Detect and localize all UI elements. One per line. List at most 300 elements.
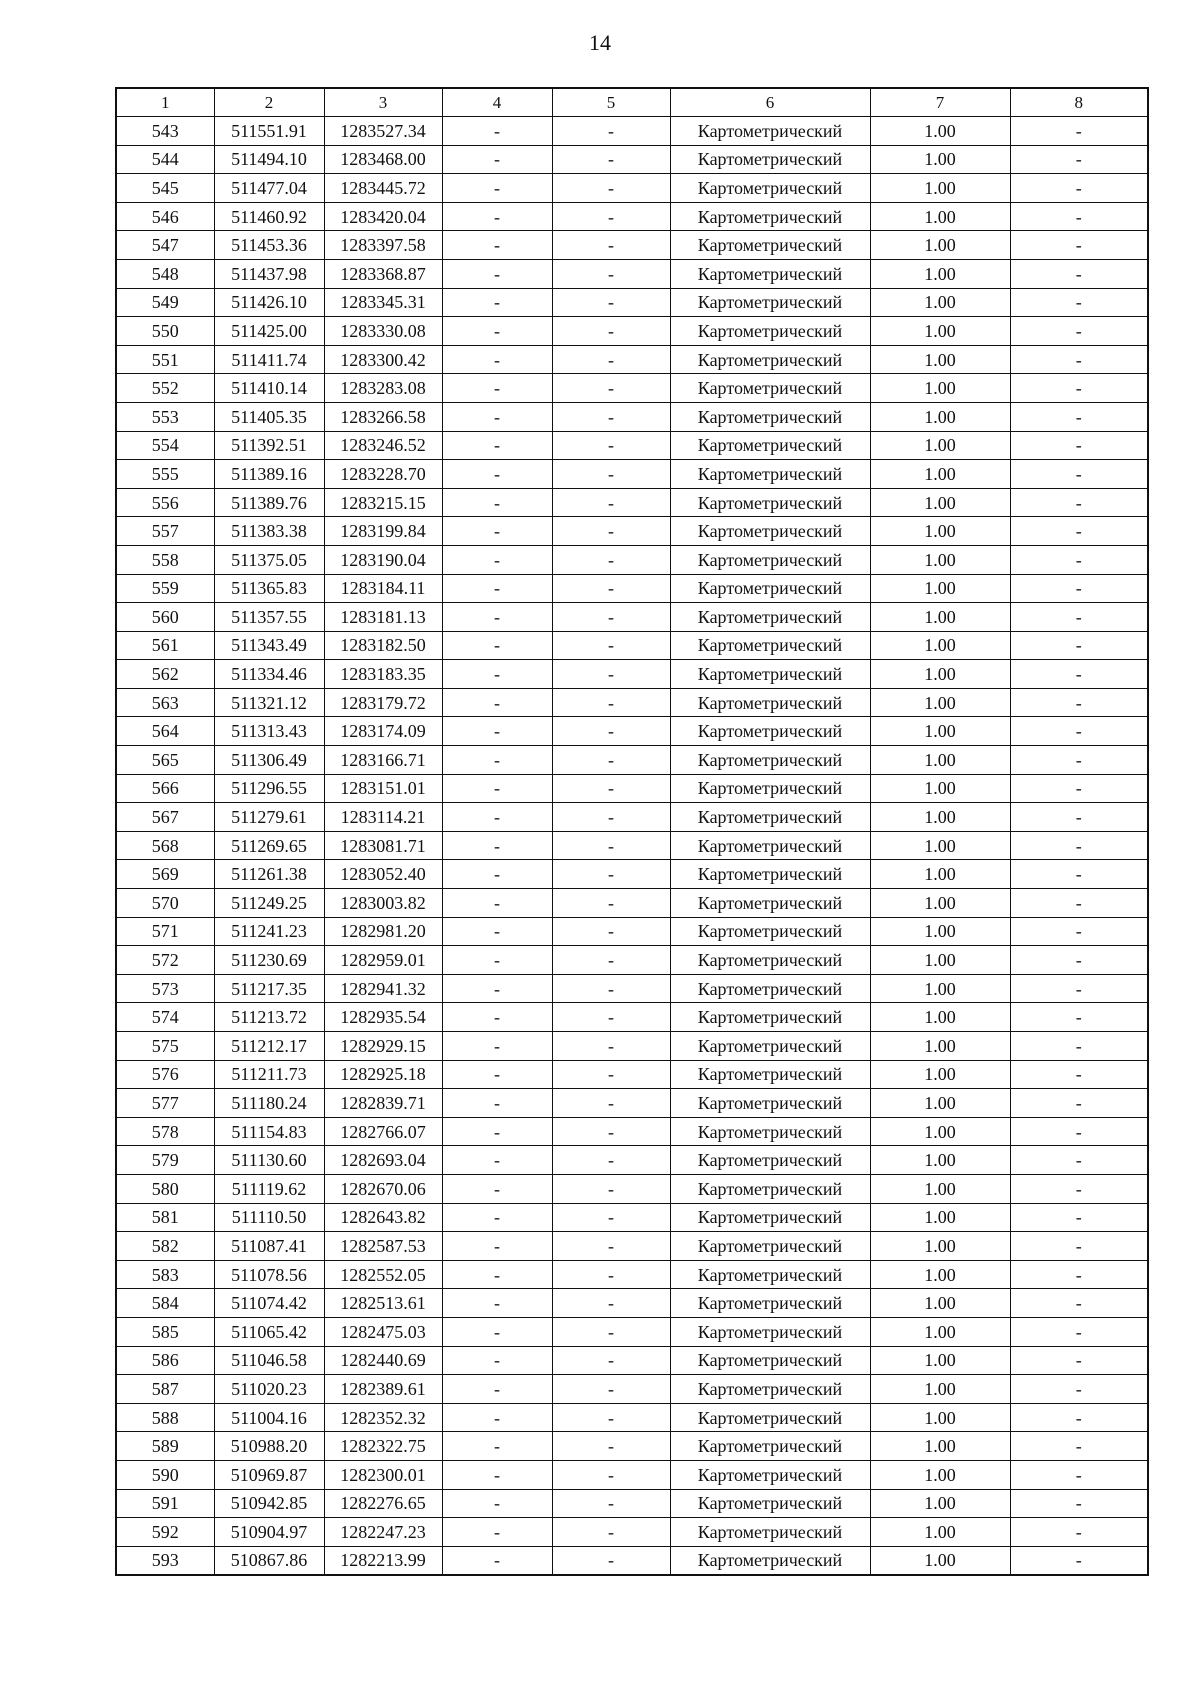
x-coordinate-cell: 511375.05 [214, 545, 324, 574]
table-row [116, 1089, 1148, 1118]
col5-value-cell: - [552, 1089, 670, 1118]
y-coordinate-cell: 1282552.05 [324, 1260, 442, 1289]
table-row [116, 117, 1148, 146]
method-cell: Картометрический [670, 660, 870, 689]
col4-value-cell: - [442, 1346, 552, 1375]
accuracy-cell: 1.00 [870, 431, 1010, 460]
y-coordinate-cell: 1282247.23 [324, 1518, 442, 1547]
x-coordinate-cell: 511392.51 [214, 431, 324, 460]
y-coordinate-cell: 1282959.01 [324, 946, 442, 975]
col4-value-cell: - [442, 431, 552, 460]
y-coordinate-cell: 1283445.72 [324, 174, 442, 203]
col8-value-cell: - [1010, 1432, 1148, 1461]
accuracy-cell: 1.00 [870, 1089, 1010, 1118]
accuracy-cell: 1.00 [870, 1317, 1010, 1346]
col4-value-cell: - [442, 374, 552, 403]
y-coordinate-cell: 1282839.71 [324, 1089, 442, 1118]
col8-value-cell: - [1010, 545, 1148, 574]
col5-value-cell: - [552, 974, 670, 1003]
accuracy-cell: 1.00 [870, 1232, 1010, 1261]
method-cell: Картометрический [670, 889, 870, 918]
accuracy-cell: 1.00 [870, 889, 1010, 918]
method-cell: Картометрический [670, 831, 870, 860]
col8-value-cell: - [1010, 889, 1148, 918]
col4-value-cell: - [442, 145, 552, 174]
accuracy-cell: 1.00 [870, 1260, 1010, 1289]
point-number-cell: 553 [116, 402, 214, 431]
column-header: 3 [324, 88, 442, 117]
table-row [116, 460, 1148, 489]
point-number-cell: 563 [116, 688, 214, 717]
point-number-cell: 548 [116, 259, 214, 288]
accuracy-cell: 1.00 [870, 688, 1010, 717]
column-header: 2 [214, 88, 324, 117]
point-number-cell: 551 [116, 345, 214, 374]
table-row [116, 1432, 1148, 1461]
table-row [116, 660, 1148, 689]
accuracy-cell: 1.00 [870, 831, 1010, 860]
point-number-cell: 583 [116, 1260, 214, 1289]
col5-value-cell: - [552, 288, 670, 317]
table-row [116, 1032, 1148, 1061]
col5-value-cell: - [552, 1432, 670, 1461]
y-coordinate-cell: 1282513.61 [324, 1289, 442, 1318]
col8-value-cell: - [1010, 574, 1148, 603]
col5-value-cell: - [552, 717, 670, 746]
table-row [116, 774, 1148, 803]
col4-value-cell: - [442, 1403, 552, 1432]
col5-value-cell: - [552, 688, 670, 717]
accuracy-cell: 1.00 [870, 288, 1010, 317]
method-cell: Картометрический [670, 402, 870, 431]
y-coordinate-cell: 1282389.61 [324, 1375, 442, 1404]
accuracy-cell: 1.00 [870, 517, 1010, 546]
table-row [116, 517, 1148, 546]
col4-value-cell: - [442, 717, 552, 746]
point-number-cell: 550 [116, 317, 214, 346]
column-header: 7 [870, 88, 1010, 117]
table-row [116, 889, 1148, 918]
x-coordinate-cell: 511212.17 [214, 1032, 324, 1061]
col4-value-cell: - [442, 1518, 552, 1547]
col8-value-cell: - [1010, 345, 1148, 374]
x-coordinate-cell: 511313.43 [214, 717, 324, 746]
y-coordinate-cell: 1283179.72 [324, 688, 442, 717]
col8-value-cell: - [1010, 202, 1148, 231]
table-row [116, 1203, 1148, 1232]
col4-value-cell: - [442, 288, 552, 317]
accuracy-cell: 1.00 [870, 317, 1010, 346]
accuracy-cell: 1.00 [870, 460, 1010, 489]
x-coordinate-cell: 511217.35 [214, 974, 324, 1003]
accuracy-cell: 1.00 [870, 860, 1010, 889]
col5-value-cell: - [552, 631, 670, 660]
accuracy-cell: 1.00 [870, 1146, 1010, 1175]
accuracy-cell: 1.00 [870, 117, 1010, 146]
col8-value-cell: - [1010, 660, 1148, 689]
col5-value-cell: - [552, 1117, 670, 1146]
col4-value-cell: - [442, 202, 552, 231]
col8-value-cell: - [1010, 631, 1148, 660]
table-row [116, 1060, 1148, 1089]
accuracy-cell: 1.00 [870, 488, 1010, 517]
y-coordinate-cell: 1283199.84 [324, 517, 442, 546]
col5-value-cell: - [552, 1403, 670, 1432]
point-number-cell: 581 [116, 1203, 214, 1232]
coordinates-table [115, 87, 1149, 1576]
accuracy-cell: 1.00 [870, 231, 1010, 260]
col8-value-cell: - [1010, 231, 1148, 260]
col5-value-cell: - [552, 545, 670, 574]
accuracy-cell: 1.00 [870, 374, 1010, 403]
col5-value-cell: - [552, 1203, 670, 1232]
method-cell: Картометрический [670, 117, 870, 146]
accuracy-cell: 1.00 [870, 1489, 1010, 1518]
col4-value-cell: - [442, 545, 552, 574]
x-coordinate-cell: 511004.16 [214, 1403, 324, 1432]
y-coordinate-cell: 1283468.00 [324, 145, 442, 174]
accuracy-cell: 1.00 [870, 1032, 1010, 1061]
x-coordinate-cell: 511343.49 [214, 631, 324, 660]
table-row [116, 374, 1148, 403]
y-coordinate-cell: 1282693.04 [324, 1146, 442, 1175]
col4-value-cell: - [442, 1117, 552, 1146]
x-coordinate-cell: 511213.72 [214, 1003, 324, 1032]
col8-value-cell: - [1010, 145, 1148, 174]
method-cell: Картометрический [670, 1375, 870, 1404]
col5-value-cell: - [552, 1232, 670, 1261]
table-row [116, 402, 1148, 431]
point-number-cell: 570 [116, 889, 214, 918]
accuracy-cell: 1.00 [870, 345, 1010, 374]
col8-value-cell: - [1010, 1146, 1148, 1175]
col4-value-cell: - [442, 889, 552, 918]
col8-value-cell: - [1010, 688, 1148, 717]
point-number-cell: 562 [116, 660, 214, 689]
method-cell: Картометрический [670, 460, 870, 489]
col4-value-cell: - [442, 1489, 552, 1518]
accuracy-cell: 1.00 [870, 1346, 1010, 1375]
y-coordinate-cell: 1282643.82 [324, 1203, 442, 1232]
col4-value-cell: - [442, 1032, 552, 1061]
y-coordinate-cell: 1282981.20 [324, 917, 442, 946]
method-cell: Картометрический [670, 1146, 870, 1175]
col8-value-cell: - [1010, 946, 1148, 975]
table-header-row [116, 88, 1148, 117]
y-coordinate-cell: 1283190.04 [324, 545, 442, 574]
accuracy-cell: 1.00 [870, 946, 1010, 975]
col4-value-cell: - [442, 1174, 552, 1203]
column-header: 1 [116, 88, 214, 117]
point-number-cell: 577 [116, 1089, 214, 1118]
method-cell: Картометрический [670, 517, 870, 546]
y-coordinate-cell: 1283114.21 [324, 803, 442, 832]
col4-value-cell: - [442, 1289, 552, 1318]
y-coordinate-cell: 1283181.13 [324, 603, 442, 632]
col4-value-cell: - [442, 860, 552, 889]
y-coordinate-cell: 1283184.11 [324, 574, 442, 603]
point-number-cell: 559 [116, 574, 214, 603]
accuracy-cell: 1.00 [870, 1403, 1010, 1432]
table-row [116, 1317, 1148, 1346]
page-number: 14 [589, 30, 611, 55]
point-number-cell: 586 [116, 1346, 214, 1375]
col8-value-cell: - [1010, 1060, 1148, 1089]
method-cell: Картометрический [670, 917, 870, 946]
x-coordinate-cell: 511296.55 [214, 774, 324, 803]
accuracy-cell: 1.00 [870, 202, 1010, 231]
table-row [116, 1260, 1148, 1289]
method-cell: Картометрический [670, 946, 870, 975]
col8-value-cell: - [1010, 1003, 1148, 1032]
col5-value-cell: - [552, 202, 670, 231]
point-number-cell: 591 [116, 1489, 214, 1518]
col8-value-cell: - [1010, 1346, 1148, 1375]
method-cell: Картометрический [670, 288, 870, 317]
point-number-cell: 588 [116, 1403, 214, 1432]
col8-value-cell: - [1010, 1375, 1148, 1404]
x-coordinate-cell: 510942.85 [214, 1489, 324, 1518]
point-number-cell: 546 [116, 202, 214, 231]
x-coordinate-cell: 511154.83 [214, 1117, 324, 1146]
y-coordinate-cell: 1282440.69 [324, 1346, 442, 1375]
col8-value-cell: - [1010, 317, 1148, 346]
col4-value-cell: - [442, 603, 552, 632]
table-row [116, 1003, 1148, 1032]
y-coordinate-cell: 1282935.54 [324, 1003, 442, 1032]
y-coordinate-cell: 1283283.08 [324, 374, 442, 403]
col8-value-cell: - [1010, 1518, 1148, 1547]
y-coordinate-cell: 1283246.52 [324, 431, 442, 460]
method-cell: Картометрический [670, 231, 870, 260]
col8-value-cell: - [1010, 288, 1148, 317]
col8-value-cell: - [1010, 746, 1148, 775]
col8-value-cell: - [1010, 1260, 1148, 1289]
col5-value-cell: - [552, 259, 670, 288]
point-number-cell: 578 [116, 1117, 214, 1146]
table-row [116, 1518, 1148, 1547]
point-number-cell: 572 [116, 946, 214, 975]
point-number-cell: 569 [116, 860, 214, 889]
point-number-cell: 573 [116, 974, 214, 1003]
col8-value-cell: - [1010, 1203, 1148, 1232]
col8-value-cell: - [1010, 1089, 1148, 1118]
x-coordinate-cell: 511074.42 [214, 1289, 324, 1318]
x-coordinate-cell: 511241.23 [214, 917, 324, 946]
table-row [116, 688, 1148, 717]
method-cell: Картометрический [670, 1174, 870, 1203]
y-coordinate-cell: 1283420.04 [324, 202, 442, 231]
col8-value-cell: - [1010, 717, 1148, 746]
table-row [116, 1174, 1148, 1203]
y-coordinate-cell: 1283003.82 [324, 889, 442, 918]
col5-value-cell: - [552, 1146, 670, 1175]
table-row [116, 1460, 1148, 1489]
x-coordinate-cell: 511065.42 [214, 1317, 324, 1346]
col8-value-cell: - [1010, 860, 1148, 889]
point-number-cell: 544 [116, 145, 214, 174]
x-coordinate-cell: 511357.55 [214, 603, 324, 632]
col4-value-cell: - [442, 946, 552, 975]
col8-value-cell: - [1010, 431, 1148, 460]
table-row [116, 1232, 1148, 1261]
col5-value-cell: - [552, 917, 670, 946]
point-number-cell: 593 [116, 1546, 214, 1575]
col5-value-cell: - [552, 1174, 670, 1203]
table-row [116, 1117, 1148, 1146]
col8-value-cell: - [1010, 517, 1148, 546]
method-cell: Картометрический [670, 1346, 870, 1375]
col5-value-cell: - [552, 946, 670, 975]
y-coordinate-cell: 1282322.75 [324, 1432, 442, 1461]
table-row [116, 1146, 1148, 1175]
x-coordinate-cell: 511410.14 [214, 374, 324, 403]
col4-value-cell: - [442, 660, 552, 689]
x-coordinate-cell: 511551.91 [214, 117, 324, 146]
table-row [116, 1489, 1148, 1518]
y-coordinate-cell: 1283052.40 [324, 860, 442, 889]
point-number-cell: 557 [116, 517, 214, 546]
accuracy-cell: 1.00 [870, 717, 1010, 746]
point-number-cell: 582 [116, 1232, 214, 1261]
table-row [116, 1546, 1148, 1575]
method-cell: Картометрический [670, 746, 870, 775]
method-cell: Картометрический [670, 345, 870, 374]
table-row [116, 231, 1148, 260]
col5-value-cell: - [552, 517, 670, 546]
point-number-cell: 592 [116, 1518, 214, 1547]
method-cell: Картометрический [670, 1489, 870, 1518]
col4-value-cell: - [442, 974, 552, 1003]
x-coordinate-cell: 511230.69 [214, 946, 324, 975]
point-number-cell: 568 [116, 831, 214, 860]
accuracy-cell: 1.00 [870, 259, 1010, 288]
col8-value-cell: - [1010, 1546, 1148, 1575]
point-number-cell: 566 [116, 774, 214, 803]
table-row [116, 831, 1148, 860]
method-cell: Картометрический [670, 431, 870, 460]
col8-value-cell: - [1010, 174, 1148, 203]
y-coordinate-cell: 1282213.99 [324, 1546, 442, 1575]
y-coordinate-cell: 1282300.01 [324, 1460, 442, 1489]
col5-value-cell: - [552, 488, 670, 517]
accuracy-cell: 1.00 [870, 974, 1010, 1003]
y-coordinate-cell: 1283081.71 [324, 831, 442, 860]
accuracy-cell: 1.00 [870, 402, 1010, 431]
method-cell: Картометрический [670, 1289, 870, 1318]
x-coordinate-cell: 511306.49 [214, 746, 324, 775]
col5-value-cell: - [552, 1346, 670, 1375]
accuracy-cell: 1.00 [870, 1203, 1010, 1232]
col4-value-cell: - [442, 1432, 552, 1461]
x-coordinate-cell: 511334.46 [214, 660, 324, 689]
table-row [116, 717, 1148, 746]
x-coordinate-cell: 511437.98 [214, 259, 324, 288]
col4-value-cell: - [442, 631, 552, 660]
y-coordinate-cell: 1283215.15 [324, 488, 442, 517]
col4-value-cell: - [442, 1089, 552, 1118]
point-number-cell: 571 [116, 917, 214, 946]
col8-value-cell: - [1010, 1317, 1148, 1346]
col4-value-cell: - [442, 1003, 552, 1032]
col4-value-cell: - [442, 1460, 552, 1489]
accuracy-cell: 1.00 [870, 574, 1010, 603]
col8-value-cell: - [1010, 1232, 1148, 1261]
accuracy-cell: 1.00 [870, 603, 1010, 632]
method-cell: Картометрический [670, 317, 870, 346]
y-coordinate-cell: 1282352.32 [324, 1403, 442, 1432]
col8-value-cell: - [1010, 488, 1148, 517]
col5-value-cell: - [552, 374, 670, 403]
method-cell: Картометрический [670, 1060, 870, 1089]
method-cell: Картометрический [670, 1032, 870, 1061]
col5-value-cell: - [552, 1375, 670, 1404]
col4-value-cell: - [442, 345, 552, 374]
table-body [116, 117, 1148, 1576]
col8-value-cell: - [1010, 831, 1148, 860]
col8-value-cell: - [1010, 460, 1148, 489]
point-number-cell: 579 [116, 1146, 214, 1175]
table-row [116, 746, 1148, 775]
col5-value-cell: - [552, 1317, 670, 1346]
accuracy-cell: 1.00 [870, 545, 1010, 574]
method-cell: Картометрический [670, 374, 870, 403]
column-header: 6 [670, 88, 870, 117]
y-coordinate-cell: 1282670.06 [324, 1174, 442, 1203]
table-row [116, 345, 1148, 374]
col4-value-cell: - [442, 259, 552, 288]
col5-value-cell: - [552, 402, 670, 431]
x-coordinate-cell: 511494.10 [214, 145, 324, 174]
table-row [116, 1375, 1148, 1404]
x-coordinate-cell: 511477.04 [214, 174, 324, 203]
col8-value-cell: - [1010, 402, 1148, 431]
col5-value-cell: - [552, 1032, 670, 1061]
col4-value-cell: - [442, 517, 552, 546]
method-cell: Картометрический [670, 1003, 870, 1032]
x-coordinate-cell: 511130.60 [214, 1146, 324, 1175]
table-row [116, 631, 1148, 660]
col4-value-cell: - [442, 688, 552, 717]
accuracy-cell: 1.00 [870, 803, 1010, 832]
col4-value-cell: - [442, 1260, 552, 1289]
col8-value-cell: - [1010, 603, 1148, 632]
method-cell: Картометрический [670, 631, 870, 660]
y-coordinate-cell: 1283183.35 [324, 660, 442, 689]
col4-value-cell: - [442, 460, 552, 489]
col8-value-cell: - [1010, 1117, 1148, 1146]
y-coordinate-cell: 1282925.18 [324, 1060, 442, 1089]
method-cell: Картометрический [670, 717, 870, 746]
table-row [116, 917, 1148, 946]
col8-value-cell: - [1010, 974, 1148, 1003]
table-row [116, 431, 1148, 460]
col4-value-cell: - [442, 1317, 552, 1346]
point-number-cell: 543 [116, 117, 214, 146]
x-coordinate-cell: 511389.16 [214, 460, 324, 489]
y-coordinate-cell: 1283182.50 [324, 631, 442, 660]
x-coordinate-cell: 510969.87 [214, 1460, 324, 1489]
y-coordinate-cell: 1283368.87 [324, 259, 442, 288]
accuracy-cell: 1.00 [870, 1375, 1010, 1404]
table-row [116, 545, 1148, 574]
y-coordinate-cell: 1283345.31 [324, 288, 442, 317]
table-row [116, 1346, 1148, 1375]
accuracy-cell: 1.00 [870, 774, 1010, 803]
accuracy-cell: 1.00 [870, 1432, 1010, 1461]
x-coordinate-cell: 511119.62 [214, 1174, 324, 1203]
x-coordinate-cell: 511180.24 [214, 1089, 324, 1118]
